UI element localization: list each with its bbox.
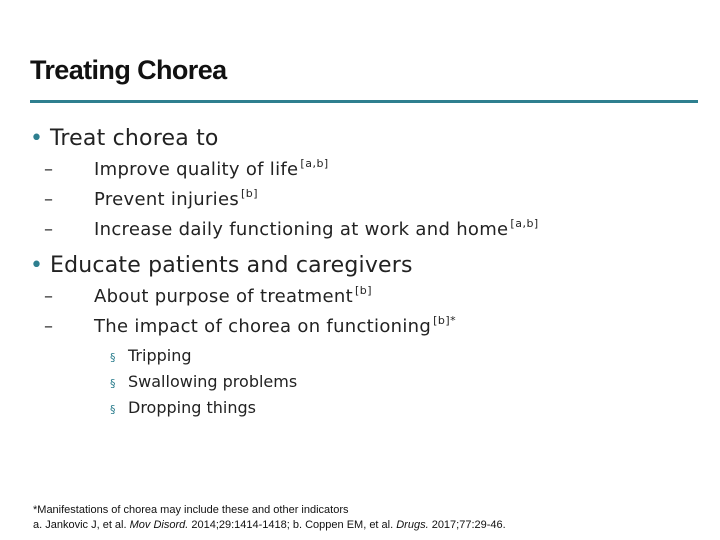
reference-b-journal: Drugs. bbox=[396, 519, 429, 531]
square-bullet-icon: § bbox=[110, 351, 116, 364]
dash-marker: – bbox=[44, 316, 53, 337]
sub-sub-bullet-item bbox=[110, 346, 700, 372]
footnote-note: *Manifestations of chorea may include these and other indicators bbox=[33, 504, 349, 516]
dash-marker: – bbox=[44, 286, 53, 307]
sub-sub-bullet-item bbox=[110, 372, 700, 398]
bullet-text: Treat chorea to bbox=[50, 126, 219, 151]
square-bullet-icon: § bbox=[110, 403, 116, 416]
dash-marker: – bbox=[44, 189, 53, 210]
sub-sub-bullet-item bbox=[110, 398, 700, 424]
sub-bullet-item bbox=[36, 187, 700, 217]
sub-bullet-label: Increase daily functioning at work and home bbox=[94, 219, 509, 240]
bullet-item bbox=[30, 253, 700, 278]
sub-bullet-item bbox=[36, 284, 700, 314]
slide-content bbox=[30, 126, 700, 430]
sub-bullet-item bbox=[36, 314, 700, 344]
sub-bullet-text bbox=[94, 187, 258, 210]
citation-ref: [b]* bbox=[433, 314, 457, 327]
sub-bullet-text bbox=[94, 157, 329, 180]
dash-marker: – bbox=[44, 159, 53, 180]
reference-b-text: 2014;29:1414-1418; b. Coppen EM, et al. bbox=[188, 519, 397, 531]
sub-sub-bullet-text: Tripping bbox=[128, 346, 192, 365]
square-bullet-icon: § bbox=[110, 377, 116, 390]
sub-bullet-item bbox=[36, 217, 700, 247]
sub-bullet-label: The impact of chorea on functioning bbox=[94, 316, 432, 337]
title-divider bbox=[30, 100, 698, 103]
sub-sub-bullet-text: Swallowing problems bbox=[128, 372, 298, 391]
sub-bullet-text bbox=[94, 314, 456, 337]
citation-ref: [b] bbox=[241, 187, 259, 200]
sub-bullet-label: Prevent injuries bbox=[94, 189, 240, 210]
sub-bullet-text bbox=[94, 284, 372, 307]
bullet-text: Educate patients and caregivers bbox=[50, 253, 413, 278]
bullet-item bbox=[30, 126, 700, 151]
sub-sub-bullet-text: Dropping things bbox=[128, 398, 256, 417]
references bbox=[33, 518, 703, 533]
sub-bullet-text bbox=[94, 217, 539, 240]
reference-b-suffix: 2017;77:29-46. bbox=[428, 519, 506, 531]
citation-ref: [a,b] bbox=[300, 157, 329, 170]
sub-bullet-label: Improve quality of life bbox=[94, 159, 299, 180]
footnote bbox=[33, 503, 703, 533]
bullet-marker: • bbox=[30, 253, 43, 278]
citation-ref: [b] bbox=[354, 284, 373, 297]
citation-ref: [a,b] bbox=[510, 217, 539, 230]
reference-a-text: a. Jankovic J, et al. bbox=[33, 519, 130, 531]
bullet-marker: • bbox=[30, 126, 43, 151]
dash-marker: – bbox=[44, 219, 53, 240]
reference-a-journal: Mov Disord. bbox=[129, 519, 189, 531]
slide-title: Treating Chorea bbox=[30, 55, 227, 85]
sub-bullet-label: About purpose of treatment bbox=[94, 286, 353, 307]
sub-bullet-item bbox=[36, 157, 700, 187]
